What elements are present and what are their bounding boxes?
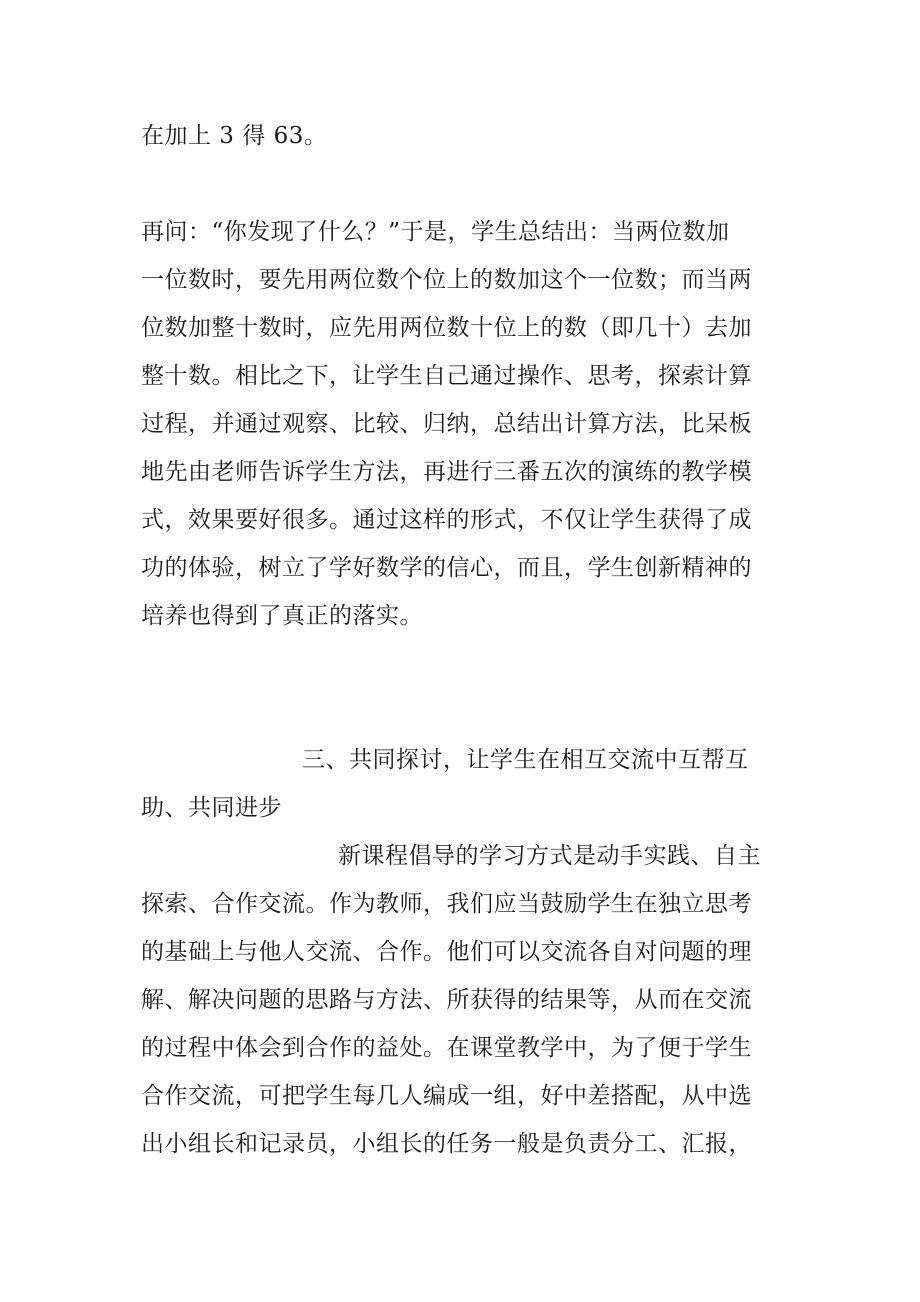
text-line-14: 探索、合作交流。作为教师，我们应当鼓励学生在独立思考 xyxy=(141,891,752,917)
text-line-10: 培养也得到了真正的落实。 xyxy=(141,603,423,629)
text-line-5: 整十数。相比之下，让学生自己通过操作、思考，探索计算 xyxy=(141,363,752,389)
section-heading-line-1: 三、共同探讨，让学生在相互交流中互帮互 xyxy=(302,747,749,773)
section-heading-line-2: 助、共同进步 xyxy=(141,795,282,821)
text-line-2: 再问：“你发现了什么？”于是，学生总结出：当两位数加 xyxy=(141,219,730,245)
text-line-1: 在加上 3 得 63。 xyxy=(141,123,328,149)
text-line-3: 一位数时，要先用两位数个位上的数加这个一位数；而当两 xyxy=(141,267,752,293)
text-line-15: 的基础上与他人交流、合作。他们可以交流各自对问题的理 xyxy=(141,939,752,965)
text-line-4: 位数加整十数时，应先用两位数十位上的数（即几十）去加 xyxy=(141,315,752,341)
text-line-17: 的过程中体会到合作的益处。在课堂教学中，为了便于学生 xyxy=(141,1035,752,1061)
text-line-13: 新课程倡导的学习方式是动手实践、自主 xyxy=(338,843,761,869)
text-line-6: 过程，并通过观察、比较、归纳，总结出计算方法，比呆板 xyxy=(141,411,752,437)
text-line-9: 功的体验，树立了学好数学的信心，而且，学生创新精神的 xyxy=(141,555,752,581)
text-line-16: 解、解决问题的思路与方法、所获得的结果等，从而在交流 xyxy=(141,987,752,1013)
text-line-19: 出小组长和记录员，小组长的任务一般是负责分工、汇报， xyxy=(141,1131,752,1157)
text-line-8: 式，效果要好很多。通过这样的形式，不仅让学生获得了成 xyxy=(141,507,752,533)
text-line-7: 地先由老师告诉学生方法，再进行三番五次的演练的教学模 xyxy=(141,459,752,485)
text-line-18: 合作交流，可把学生每几人编成一组，好中差搭配，从中选 xyxy=(141,1083,752,1109)
